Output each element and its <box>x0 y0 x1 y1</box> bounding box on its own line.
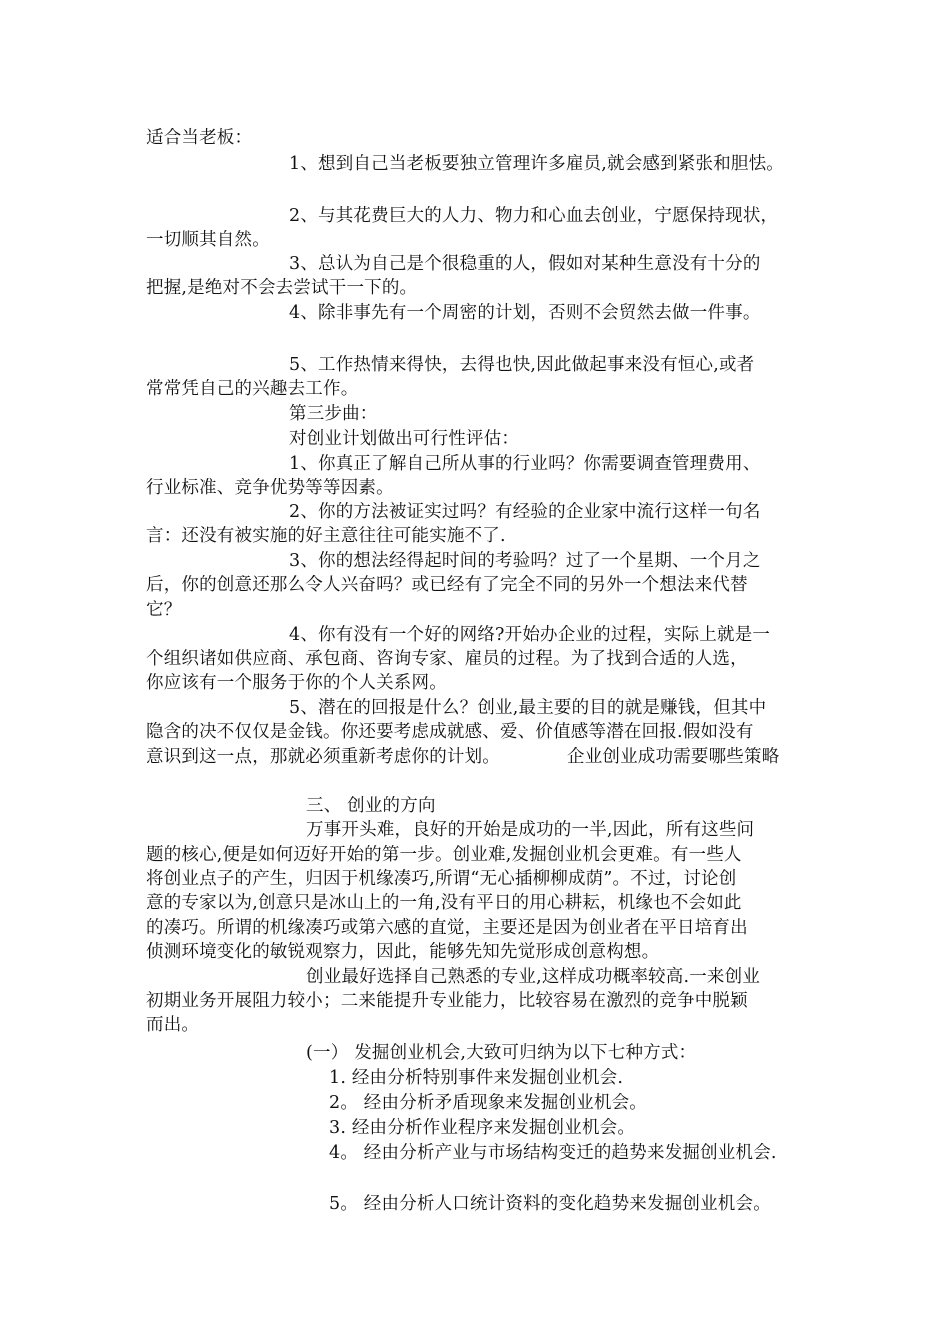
text-line: 一切顺其自然。 <box>146 230 270 250</box>
text-line: 题的核心,便是如何迈好开始的第一步。创业难,发掘创业机会更难。有一些人 <box>146 845 742 865</box>
text-line: 3、总认为自己是个很稳重的人，假如对某种生意没有十分的 <box>289 254 761 274</box>
text-line: 3、你的想法经得起时间的考验吗？过了一个星期、一个月之 <box>289 551 761 571</box>
list-item: 5。 经由分析人口统计资料的变化趋势来发掘创业机会。 <box>329 1194 771 1214</box>
text-line: 意识到这一点，那就必须重新考虑你的计划。 <box>146 747 500 767</box>
text-line: 4、除非事先有一个周密的计划，否则不会贸然去做一件事。 <box>289 303 761 323</box>
text-line: 2、你的方法被证实过吗？有经验的企业家中流行这样一句名 <box>289 502 761 522</box>
text-line: 5、工作热情来得快，去得也快,因此做起事来没有恒心,或者 <box>289 355 755 375</box>
text-line: 初期业务开展阻力较小；二来能提升专业能力，比较容易在激烈的竞争中脱颖 <box>146 991 748 1011</box>
text-line: 而出。 <box>146 1015 200 1035</box>
text-line: 将创业点子的产生，归因于机缘凑巧,所谓“无心插柳柳成荫”。不过，讨论创 <box>146 869 737 889</box>
text-line: 后，你的创意还那么令人兴奋吗？或已经有了完全不同的另外一个想法来代替 <box>146 575 748 595</box>
text-line: 把握,是绝对不会去尝试干一下的。 <box>146 278 418 298</box>
text-line: 创业最好选择自己熟悉的专业,这样成功概率较高.一来创业 <box>306 967 761 987</box>
text-line: 意的专家以为,创意只是冰山上的一角,没有平日的用心耕耘，机缘也不会如此 <box>146 893 742 913</box>
text-line: 侦测环境变化的敏锐观察力，因此，能够先知先觉形成创意构想。 <box>146 942 660 962</box>
text-line: 5、潜在的回报是什么？创业,最主要的目的就是赚钱，但其中 <box>289 698 767 718</box>
text-line: 行业标准、竞争优势等等因素。 <box>146 478 394 498</box>
text-line: 4、你有没有一个好的网络?开始办企业的过程，实际上就是一 <box>289 625 771 645</box>
text-line: 言：还没有被实施的好主意往往可能实施不了. <box>146 526 506 546</box>
text-line: 对创业计划做出可行性评估： <box>289 429 520 449</box>
text-line: 个组织诸如供应商、承包商、咨询专家、雇员的过程。为了找到合适的人选， <box>146 649 748 669</box>
text-line: 隐含的决不仅仅是金钱。你还要考虑成就感、爱、价值感等潜在回报.假如没有 <box>146 722 754 742</box>
section-heading: 第三步曲： <box>289 404 378 424</box>
list-item: 4。 经由分析产业与市场结构变迁的趋势来发掘创业机会. <box>329 1143 777 1163</box>
text-line: 企业创业成功需要哪些策略 <box>567 747 780 767</box>
list-item: 3. 经由分析作业程序来发掘创业机会。 <box>329 1118 636 1138</box>
text-line: 1、你真正了解自己所从事的行业吗？你需要调查管理费用、 <box>289 454 761 474</box>
list-item: 1. 经由分析特别事件来发掘创业机会. <box>329 1068 624 1088</box>
text-line: 适合当老板： <box>146 128 253 148</box>
text-line: 你应该有一个服务于你的个人关系网。 <box>146 673 447 693</box>
text-line: 的凑巧。所谓的机缘凑巧或第六感的直觉，主要还是因为创业者在平日培育出 <box>146 918 748 938</box>
text-line: 常常凭自己的兴趣去工作。 <box>146 379 359 399</box>
section-heading: 三、 创业的方向 <box>306 796 436 816</box>
list-item: 2。 经由分析矛盾现象来发掘创业机会。 <box>329 1093 647 1113</box>
text-line: 万事开头难，良好的开始是成功的一半,因此，所有这些问 <box>306 820 755 840</box>
section-heading: (一） 发掘创业机会,大致可归纳为以下七种方式： <box>306 1043 697 1063</box>
text-line: 它？ <box>146 600 182 620</box>
text-line: 2、与其花费巨大的人力、物力和心血去创业，宁愿保持现状， <box>289 206 779 226</box>
text-line: 1、想到自己当老板要独立管理许多雇员,就会感到紧张和胆怯。 <box>289 154 784 174</box>
